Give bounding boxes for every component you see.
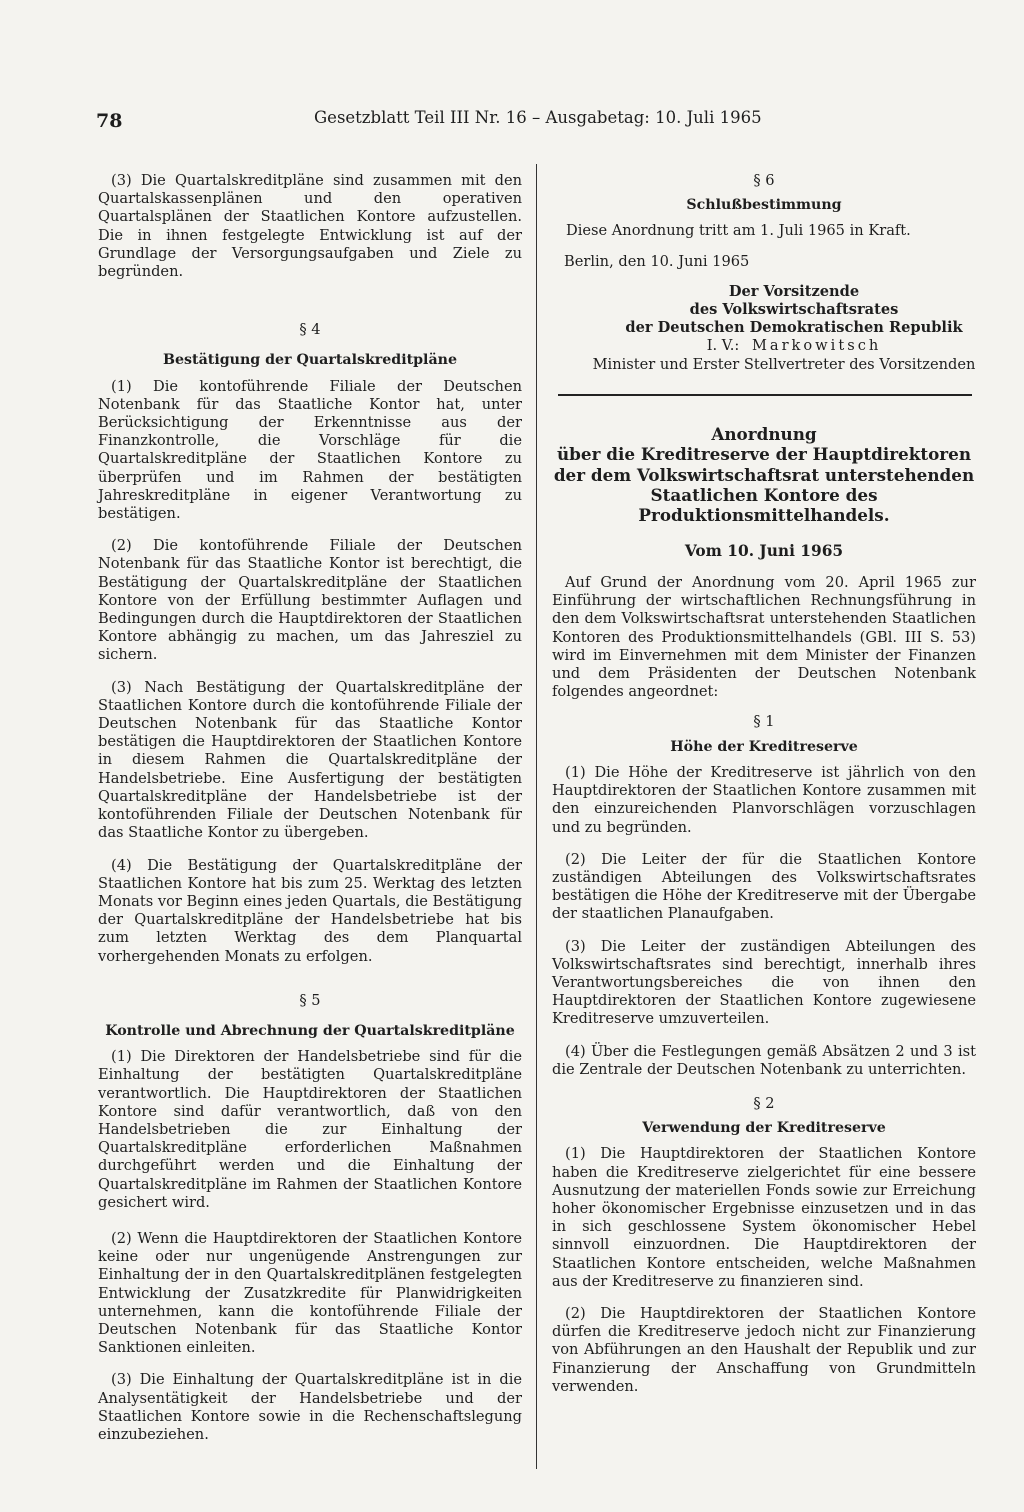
section-title: Verwendung der Kreditreserve xyxy=(642,1120,886,1137)
signer-name: Markowitsch xyxy=(751,337,882,355)
preamble: Auf Grund der Anordnung vom 20. April 1965 zur Einführung der wirtschaftlichen Rechnungsführung in den dem Volkswirtschaftsrat unterstehenden Staatlichen Kontoren des Produktionsmittelhandels (GBl. III S. 53) wird im Einvernehmen mit dem Minister der Finanzen und dem Präsidenten der Deutschen Notenbank folgendes angeordnet: xyxy=(552,574,976,701)
title-line: Staatlichen Kontore des Produktionsmittelhandels. xyxy=(638,485,890,526)
paragraph: (4) Die Bestätigung der Quartalskreditpläne der Staatlichen Kontore hat bis zum 25. Werktag des letzten Monats vor Beginn eines jeden Quartals, die Bestätigung der Quartalskreditpläne der Handelsbetriebe hat bis zum letzten Werktag des dem Planquartal vorhergehenden Monats zu erfolgen. xyxy=(98,856,522,965)
signer-line: Der Vorsitzende xyxy=(728,282,860,300)
paragraph: (2) Die Hauptdirektoren der Staatlichen Kontore dürfen die Kreditreserve jedoch nicht zur Finanzierung von Abführungen an den Haushalt der Republik und zur Finanzierung der Anschaffung von Grundmitteln verwenden. xyxy=(552,1304,976,1395)
ordinance-title xyxy=(552,424,976,526)
signer-name-line xyxy=(552,337,976,355)
title-line: Anordnung xyxy=(711,423,817,444)
section-number: § 1 xyxy=(753,713,775,731)
paragraph: Diese Anordnung tritt am 1. Juli 1965 in Kraft. xyxy=(566,222,911,240)
signer-line: der Deutschen Demokratischen Republik xyxy=(625,319,963,337)
paragraph: (1) Die Hauptdirektoren der Staatlichen Kontore haben die Kreditreserve zielgerichtet für eine bessere Ausnutzung der materiellen Fonds sowie zur Erreichung hoher ökonomischer Ergebnisse einzusetzen und in das in sich geschlossene System ökonomischer Hebel sinnvoll einzuordnen. Die Hauptdirektoren der Staatlichen Kontore entscheiden, welche Maßnahmen aus der Kreditreserve zu finanzieren sind. xyxy=(552,1145,976,1290)
section-number: § 4 xyxy=(299,321,321,339)
section-title: Schlußbestimmung xyxy=(686,197,842,214)
section-title: Bestätigung der Quartalskreditpläne xyxy=(163,352,457,369)
title-line: der dem Volkswirtschaftsrat unterstehenden xyxy=(553,464,975,485)
column-divider xyxy=(536,164,537,1469)
section-number: § 5 xyxy=(299,991,321,1009)
page-number: 78 xyxy=(96,110,123,132)
signer-role: Minister und Erster Stellvertreter des Vorsitzenden xyxy=(592,355,976,373)
running-head: Gesetzblatt Teil III Nr. 16 – Ausgabetag: 10. Juli 1965 xyxy=(314,108,762,127)
place-date: Berlin, den 10. Juni 1965 xyxy=(564,252,750,270)
paragraph: (1) Die kontoführende Filiale der Deutschen Notenbank für das Staatliche Kontor hat, unter Berücksichtigung der Erkenntnisse aus der Finanzkontrolle, die Vorschläge für die Quartalskreditpläne der Staatlichen Kontore zu überprüfen und im Rahmen der bestätigten Jahreskreditpläne in eigener Verantwortung zu bestätigen. xyxy=(98,377,522,523)
section-title: Höhe der Kreditreserve xyxy=(670,738,858,755)
title-line: über die Kreditreserve der Hauptdirektoren xyxy=(556,444,972,465)
signer-line: des Volkswirtschaftsrates xyxy=(689,301,899,319)
paragraph: (1) Die Höhe der Kreditreserve ist jährlich von den Hauptdirektoren der Staatlichen Kontore zusammen mit den einzureichenden Planvorschlägen vorzuschlagen und zu begründen. xyxy=(552,763,976,836)
paragraph: (3) Die Einhaltung der Quartalskreditpläne ist in die Analysentätigkeit der Handelsbetriebe und der Staatlichen Kontore sowie in die Rechenschaftslegung einzubeziehen. xyxy=(98,1371,522,1443)
section-rule xyxy=(558,394,972,396)
paragraph: (1) Die Direktoren der Handelsbetriebe sind für die Einhaltung der bestätigten Quartalskreditpläne verantwortlich. Die Hauptdirektoren der Staatlichen Kontore sind dafür verantwortlich, daß von den Handelsbetrieben die zur Einhaltung der Quartalskreditpläne erforderlichen Maßnahmen durchgeführt werden und die Einhaltung der Quartalskreditpläne im Rahmen der Staatlichen Kontore gesichert wird. xyxy=(98,1048,522,1211)
section-number: § 2 xyxy=(753,1094,775,1112)
paragraph: (2) Die kontoführende Filiale der Deutschen Notenbank für das Staatliche Kontor ist berechtigt, die Bestätigung der Quartalskreditpläne der Staatlichen Kontore von der Erfüllung bestimmter Auflagen und Bedingungen durch die Hauptdirektoren der Staatlichen Kontore abhängig zu machen, um das Jahresziel zu sichern. xyxy=(98,537,522,664)
section-number: § 6 xyxy=(753,172,775,189)
paragraph: (2) Die Leiter der für die Staatlichen Kontore zuständigen Abteilungen des Volkswirtschaftsrates bestätigen die Höhe der Kreditreserve mit der Übergabe der staatlichen Planaufgaben. xyxy=(552,850,976,923)
left-column xyxy=(98,172,522,1444)
paragraph: (3) Die Quartalskreditpläne sind zusammen mit den Quartalskassenplänen und den operativen Quartalsplänen der Staatlichen Kontore aufzustellen. Die in ihnen festgelegte Entwicklung ist auf der Grundlage der Versorgungsaufgaben und Ziele zu begründen. xyxy=(98,172,522,281)
ordinance-date: Vom 10. Juni 1965 xyxy=(684,541,844,560)
section-title: Kontrolle und Abrechnung der Quartalskreditpläne xyxy=(105,1022,515,1039)
paragraph: (3) Die Leiter der zuständigen Abteilungen des Volkswirtschaftsrates sind berechtigt, innerhalb ihres Verantwortungsbereiches die von ihnen den Hauptdirektoren der Staatlichen Kontore zugewiesene Kreditreserve umzuverteilen. xyxy=(552,937,976,1028)
right-column xyxy=(552,172,976,1396)
signer-iv: I. V.: xyxy=(706,337,740,355)
signature-block xyxy=(552,283,976,374)
paragraph: (4) Über die Festlegungen gemäß Absätzen 2 und 3 ist die Zentrale der Deutschen Notenbank zu unterrichten. xyxy=(552,1042,976,1078)
paragraph: (2) Wenn die Hauptdirektoren der Staatlichen Kontore keine oder nur ungenügende Anstrengungen zur Einhaltung der in den Quartalskreditplänen festgelegten Entwicklung der Zusatzkredite für Planwidrigkeiten unternehmen, kann die kontoführende Filiale der Deutschen Notenbank für das Staatliche Kontor Sanktionen einleiten. xyxy=(98,1229,522,1357)
paragraph: (3) Nach Bestätigung der Quartalskreditpläne der Staatlichen Kontore durch die kontoführende Filiale der Deutschen Notenbank für das Staatliche Kontor bestätigen die Hauptdirektoren der Staatlichen Kontore in diesem Rahmen die Quartalskreditpläne der Handelsbetriebe. Eine Ausfertigung der bestätigten Quartalskreditpläne der Handelsbetriebe ist der kontoführenden Filiale der Deutschen Notenbank für das Staatliche Kontor zu übergeben. xyxy=(98,678,522,842)
